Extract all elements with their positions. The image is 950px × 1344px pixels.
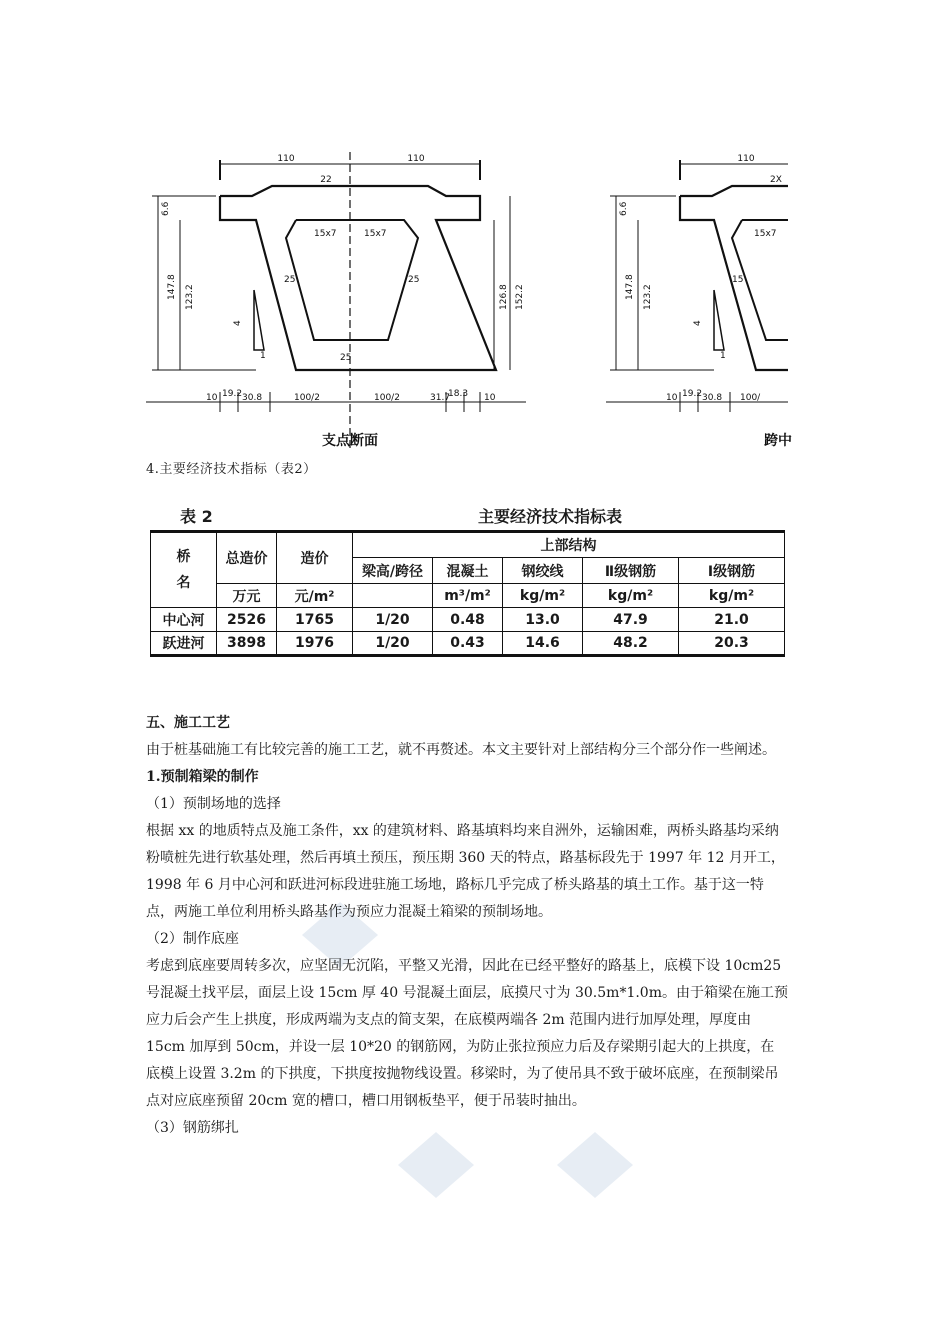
table-cell: 14.6 (503, 632, 583, 656)
unit-cell: kg/m² (679, 584, 785, 608)
section-heading: 五、施工工艺 (146, 715, 230, 731)
svg-text:10: 10 (206, 393, 218, 403)
header-concrete: 混凝土 (433, 558, 503, 584)
svg-text:110: 110 (277, 154, 295, 164)
svg-text:6.6: 6.6 (619, 201, 629, 216)
svg-text:1: 1 (720, 351, 726, 361)
support-section-title: 支点断面 (322, 433, 378, 449)
svg-text:15: 15 (732, 275, 744, 285)
svg-text:25: 25 (408, 275, 420, 285)
table-cell: 1976 (277, 632, 353, 656)
svg-text:2X: 2X (770, 175, 782, 185)
table-cell: 1/20 (353, 608, 433, 632)
header-bridge-name: 桥 名 (151, 532, 217, 608)
svg-text:152.2: 152.2 (515, 284, 525, 310)
item1-paragraph: 根据 xx 的地质特点及施工条件，xx 的建筑材料、路基填料均来自洲外，运输困难，两桥头路基均采纳粉喷桩先进行软基处理，然后再填土预压，预压期 360 天的特点，路基标段先于 1997 年 12 月开工，1998 年 6 月中心河和跃进河标段进驻施工场地，路标几乎完成了桥头路基的填土工作。基于这一特点，两施工单位利用桥头路基作为预应力混凝土箱梁的预制场地。 (146, 823, 785, 920)
item2-paragraph: 考虑到底座要周转多次，应坚固无沉陷，平整又光滑，因此在已经平整好的路基上，底模下设 10cm25 号混凝土找平层，面层上设 15cm 厚 40 号混凝土面层，底摸尺寸为 30.5m*1.0m。由于箱梁在施工预应力后会产生上拱度，形成两端为支点的简支架，在底模两端各 2m 范围内进行加厚处理，厚度由 15cm 加厚到 50cm，并设一层 10*20 的钢筋网，为防止张拉预应力后及存梁期引起大的上拱度，在底模上设置 3.2m 的下拱度，下拱度按抛物线设置。移梁时，为了使吊具不致于破坏底座，在预制梁吊点对应底座预留 20cm 宽的槽口，槽口用钢板垫平，便于吊装时抽出。 (146, 958, 788, 1109)
body-text (146, 710, 788, 1142)
svg-text:25: 25 (340, 353, 352, 363)
svg-text:10: 10 (484, 393, 496, 403)
table-cell: 2526 (217, 608, 277, 632)
unit-cell: kg/m² (503, 584, 583, 608)
svg-text:123.2: 123.2 (185, 284, 195, 310)
svg-text:19.2: 19.2 (222, 389, 243, 399)
header-cost: 造价 (277, 532, 353, 584)
svg-text:126.8: 126.8 (499, 284, 509, 310)
header-strand: 钢绞线 (503, 558, 583, 584)
svg-text:22: 22 (320, 175, 332, 185)
unit-cell (353, 584, 433, 608)
svg-text:110: 110 (737, 154, 755, 164)
table-title: 主要经济技术指标表 (478, 507, 623, 526)
unit-cell: 万元 (217, 584, 277, 608)
table-cell: 跃进河 (151, 632, 217, 656)
svg-text:25: 25 (284, 275, 296, 285)
header-superstructure: 上部结构 (353, 532, 785, 558)
svg-text:31.7: 31.7 (430, 393, 451, 403)
unit-cell: 元/m² (277, 584, 353, 608)
header-beam-ratio: 梁高/跨径 (353, 558, 433, 584)
midspan-section-title: 跨中 (764, 433, 792, 449)
svg-text:100/2: 100/2 (294, 393, 320, 403)
svg-text:147.8: 147.8 (167, 274, 177, 300)
svg-text:100/2: 100/2 (374, 393, 400, 403)
table-row (151, 632, 785, 656)
svg-text:6.6: 6.6 (161, 201, 171, 216)
svg-text:18.3: 18.3 (448, 389, 469, 399)
table-cell: 48.2 (583, 632, 679, 656)
tech-index-table-figure (146, 500, 788, 660)
table-caption: 4.主要经济技术指标（表2） (146, 462, 317, 477)
svg-text:4: 4 (693, 320, 703, 326)
tech-index-table (150, 530, 785, 657)
svg-text:110: 110 (407, 154, 425, 164)
header-rebar-i: Ⅰ级钢筋 (679, 558, 785, 584)
item2-title: （2）制作底座 (146, 931, 239, 947)
unit-cell: kg/m² (583, 584, 679, 608)
table-cell: 13.0 (503, 608, 583, 632)
table-cell: 21.0 (679, 608, 785, 632)
unit-cell: m³/m² (433, 584, 503, 608)
table-row (151, 608, 785, 632)
midspan-section-labels (619, 154, 792, 449)
table-cell: 1765 (277, 608, 353, 632)
sub-heading: 1.预制箱梁的制作 (146, 769, 259, 785)
svg-text:19.2: 19.2 (682, 389, 703, 399)
support-section-drawing (146, 152, 526, 450)
table-cell: 中心河 (151, 608, 217, 632)
svg-text:30.8: 30.8 (242, 393, 263, 403)
svg-text:30.8: 30.8 (702, 393, 723, 403)
svg-text:1: 1 (260, 351, 266, 361)
header-rebar-ii: Ⅱ级钢筋 (583, 558, 679, 584)
svg-text:15x7: 15x7 (754, 229, 777, 239)
table-cell: 47.9 (583, 608, 679, 632)
intro-paragraph: 由于桩基础施工有比较完善的施工工艺，就不再赘述。本文主要针对上部结构分三个部分作一些阐述。 (146, 742, 776, 758)
item3-title: （3）钢筋绑扎 (146, 1120, 239, 1136)
table-cell: 20.3 (679, 632, 785, 656)
svg-text:15x7: 15x7 (364, 229, 387, 239)
table-cell: 0.48 (433, 608, 503, 632)
table-cell: 1/20 (353, 632, 433, 656)
svg-text:147.8: 147.8 (625, 274, 635, 300)
svg-text:10: 10 (666, 393, 678, 403)
header-total-cost: 总造价 (217, 532, 277, 584)
table-number: 表 2 (180, 507, 213, 526)
svg-text:100/: 100/ (740, 393, 761, 403)
svg-text:4: 4 (233, 320, 243, 326)
item1-title: （1）预制场地的选择 (146, 796, 281, 812)
svg-text:123.2: 123.2 (643, 284, 653, 310)
support-section-labels (161, 154, 525, 449)
table-cell: 3898 (217, 632, 277, 656)
cross-section-figure (146, 140, 792, 452)
svg-text:15x7: 15x7 (314, 229, 337, 239)
table-cell: 0.43 (433, 632, 503, 656)
